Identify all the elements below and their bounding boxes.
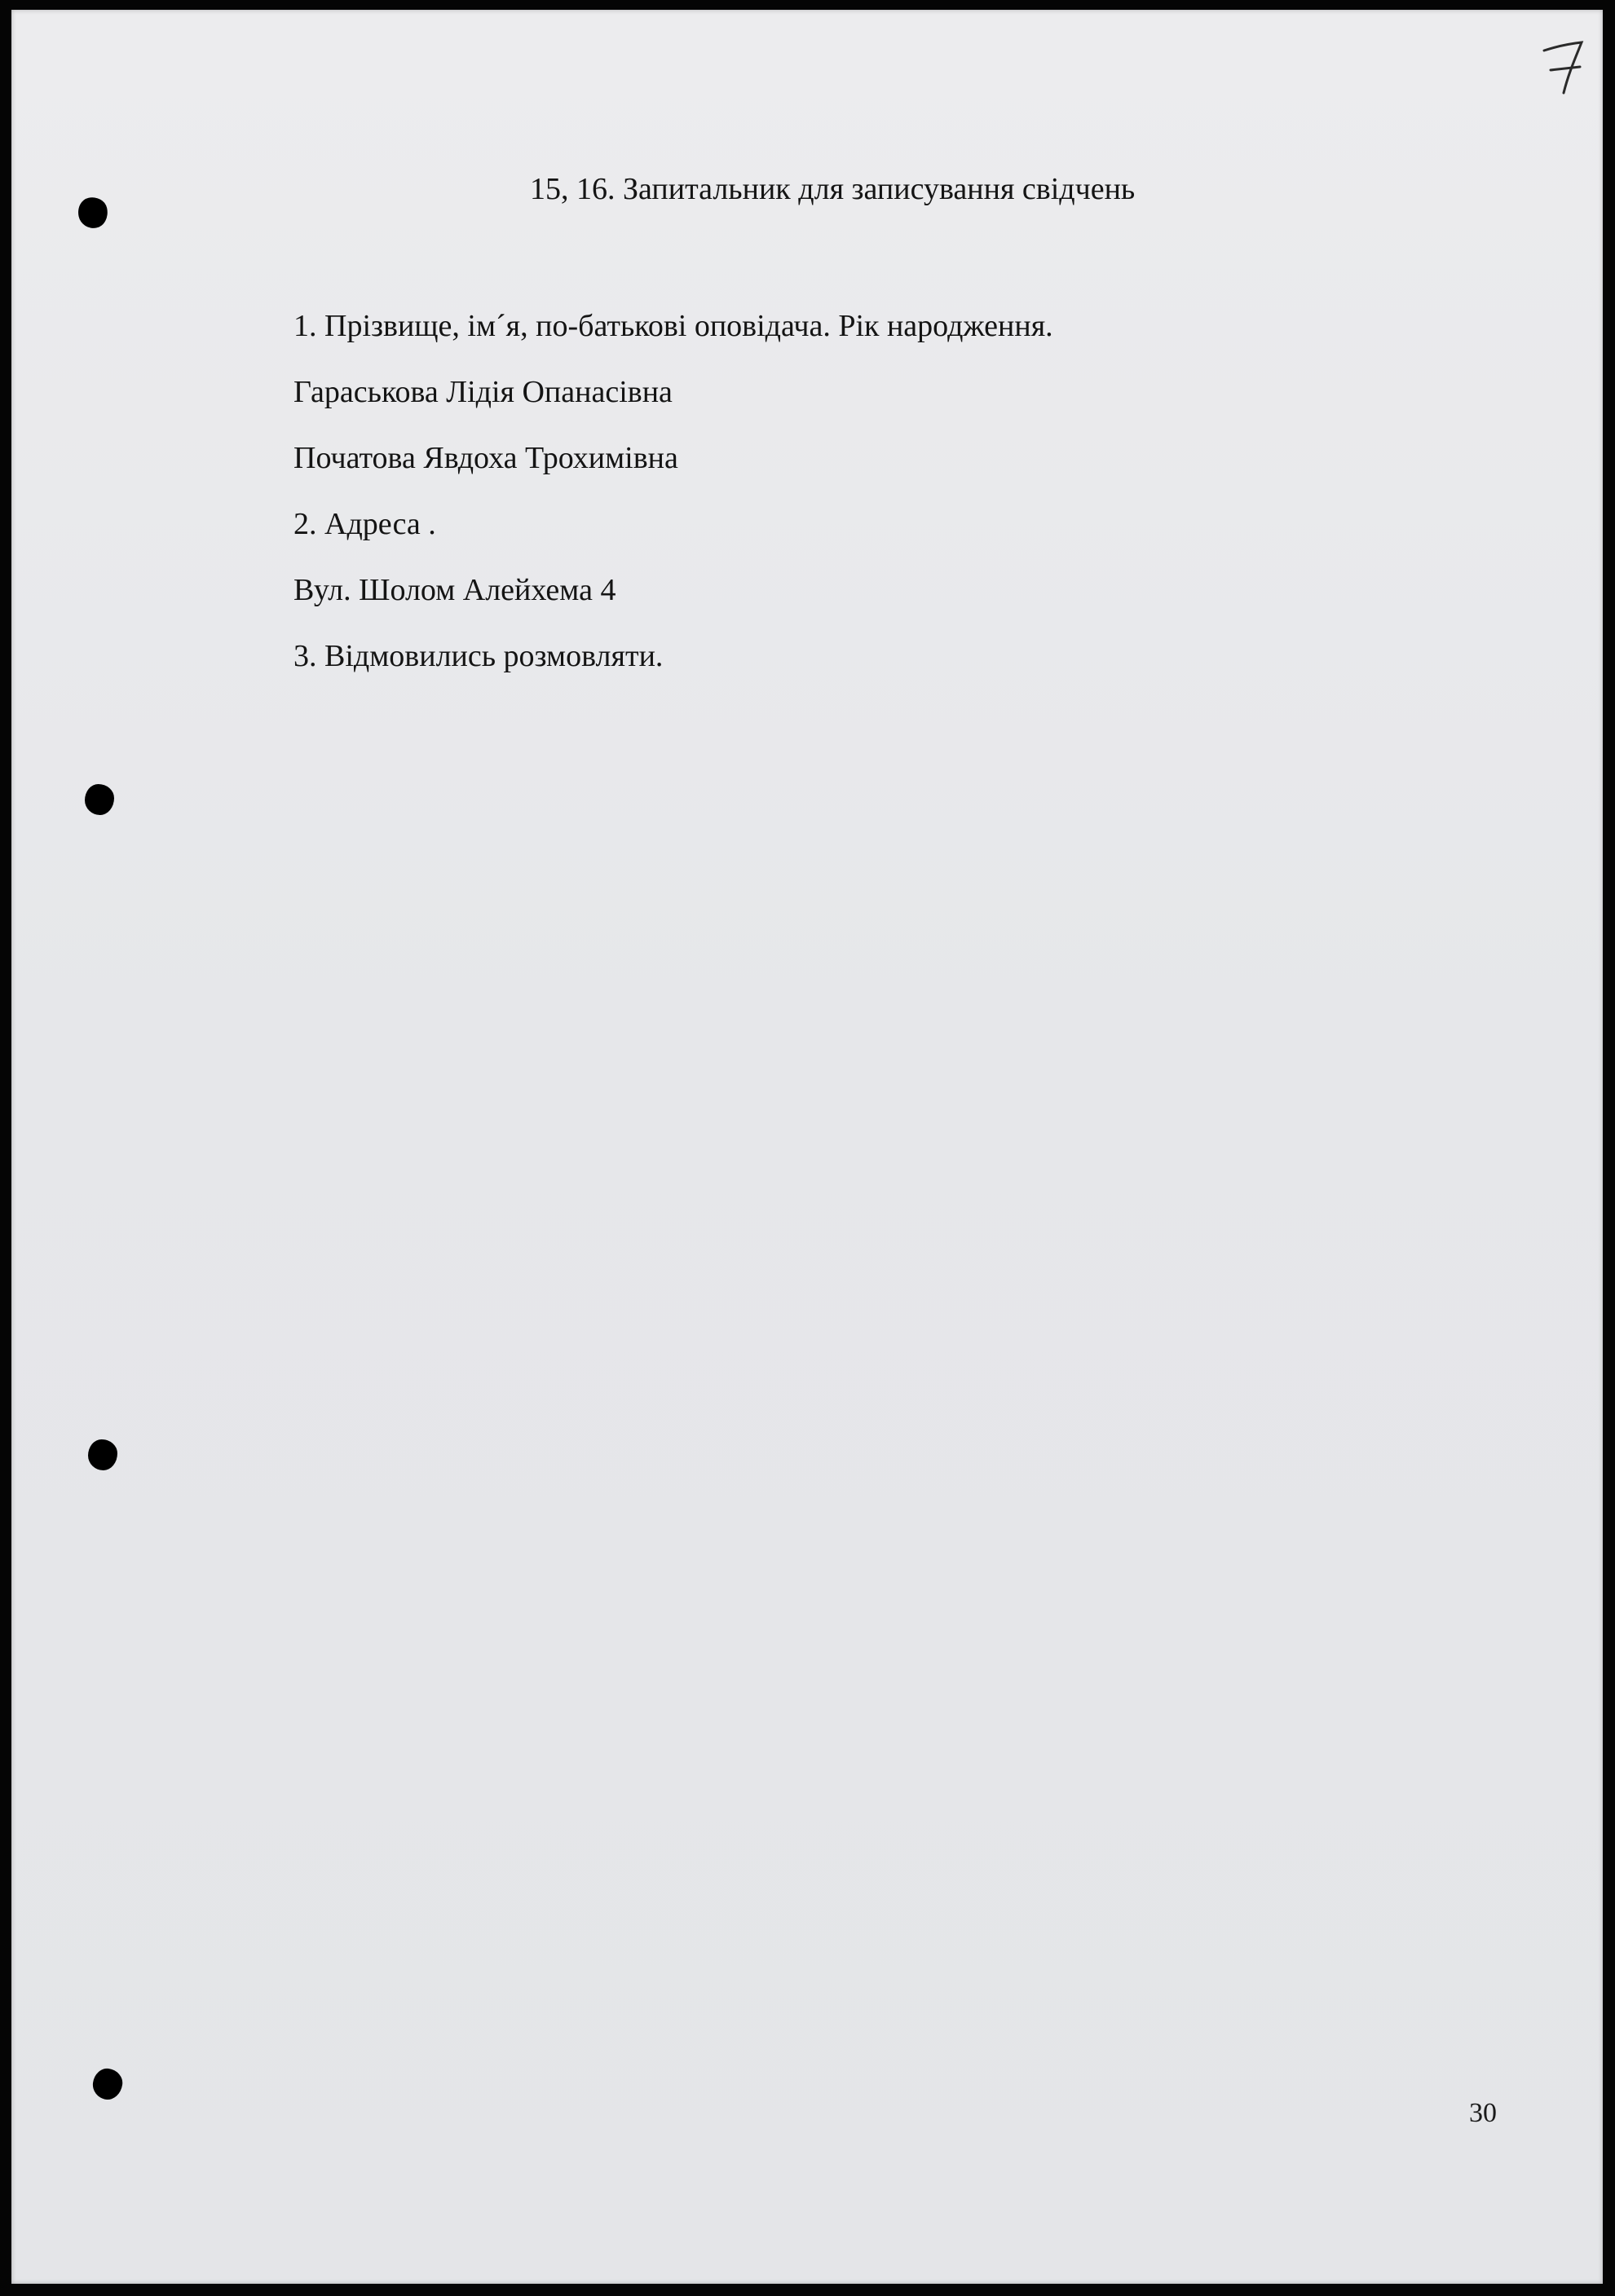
question-note-line: 3. Відмовились розмовляти. — [293, 639, 664, 673]
punch-hole — [75, 195, 110, 231]
document-title: 15, 16. Запитальник для записування свідчень — [530, 172, 1136, 206]
question-name-line: 1. Прізвище, ім´я, по-батькові оповідача. Рік народження. — [293, 309, 1053, 343]
document-body — [293, 301, 1053, 697]
punch-hole — [88, 1439, 117, 1470]
answer-line: Початова Явдоха Трохимівна — [293, 441, 678, 475]
handwritten-page-mark — [1536, 34, 1593, 99]
punch-hole — [85, 784, 114, 815]
question-address-line: 2. Адреса . — [293, 507, 436, 541]
paper-sheet — [11, 10, 1603, 2284]
answer-line: Вул. Шолом Алейхема 4 — [293, 573, 616, 607]
page-number: 30 — [1469, 2098, 1497, 2128]
answer-line: Гараськова Лідія Опанасівна — [293, 375, 673, 409]
punch-hole — [91, 2067, 125, 2102]
